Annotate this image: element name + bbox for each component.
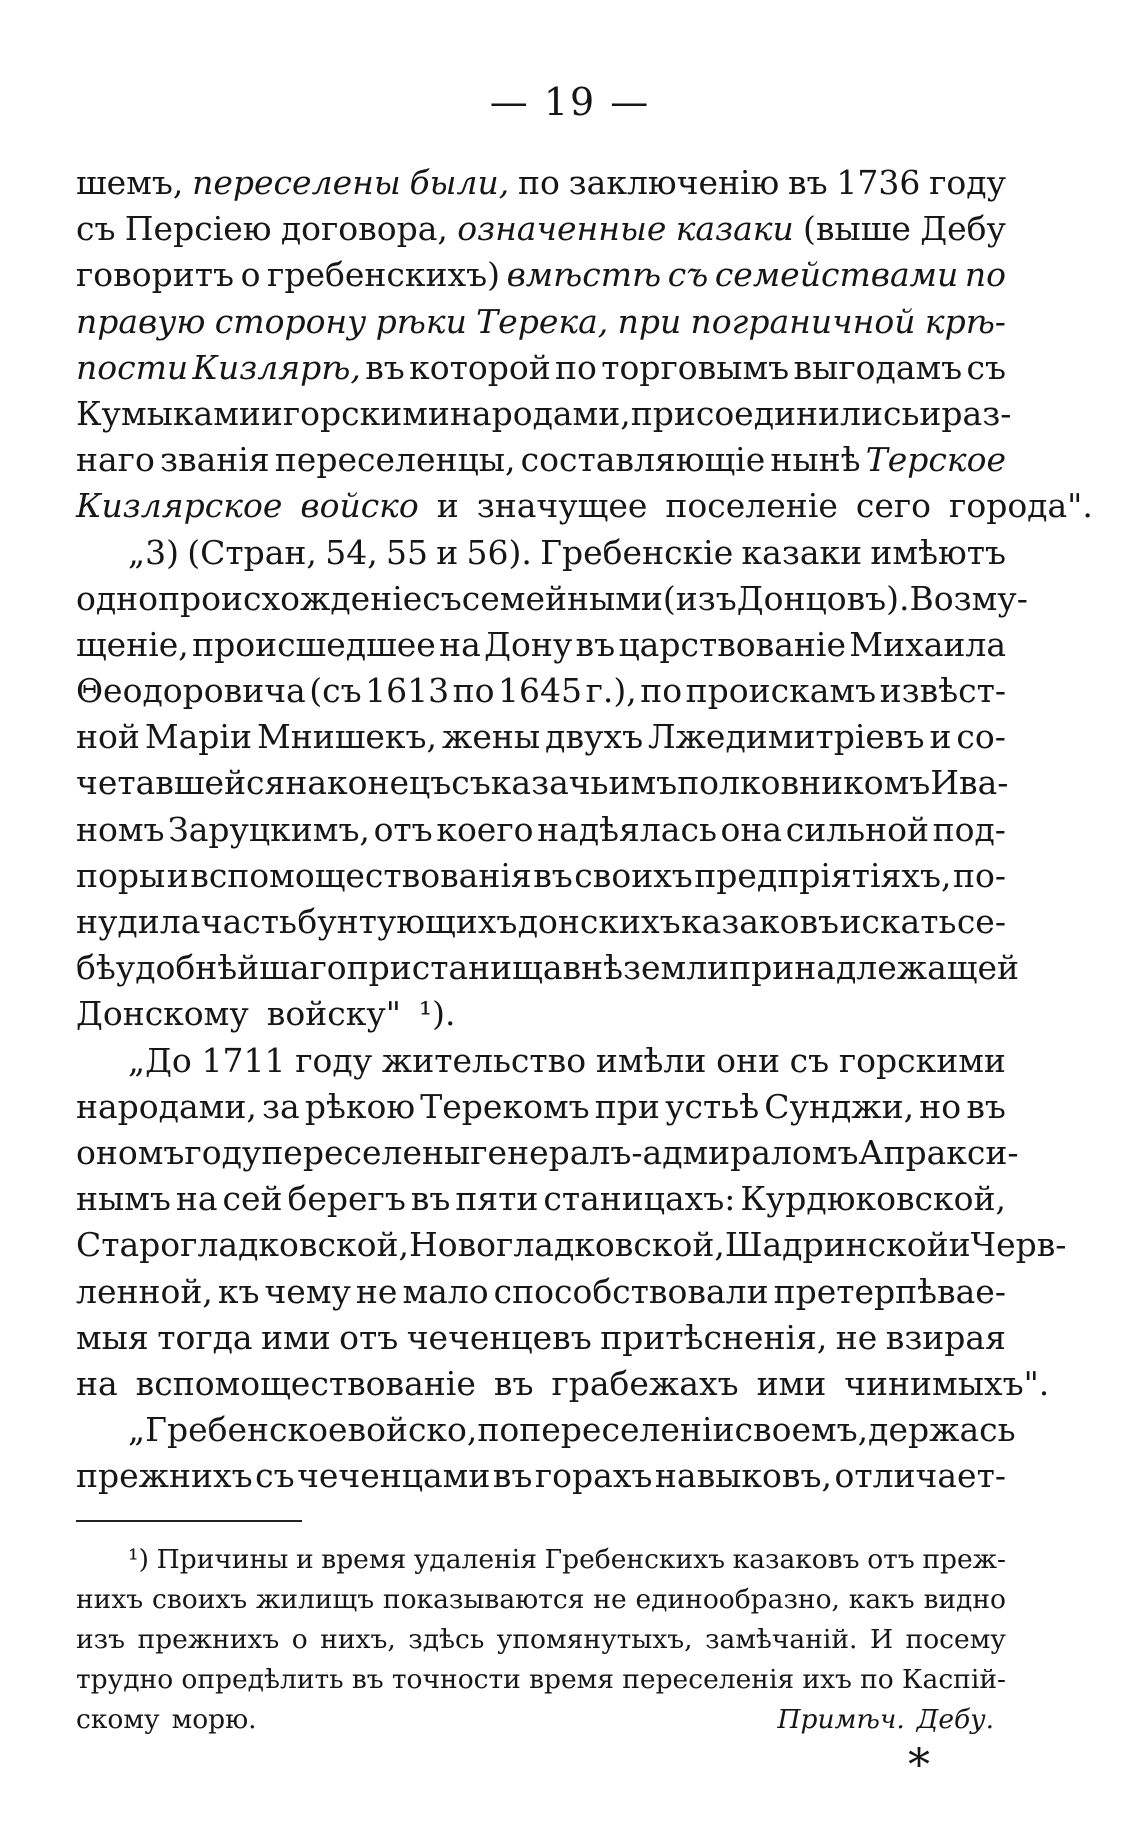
body-word: въ [493, 1363, 534, 1403]
body-word: искать [839, 902, 957, 941]
body-word: под- [932, 809, 1006, 849]
body-word: переселены [261, 1132, 471, 1172]
body-word: (съ [309, 671, 362, 711]
footnote-word: и [295, 1544, 314, 1575]
footnote-word: жилищъ [256, 1584, 375, 1615]
body-word: гребенскихъ) [267, 255, 500, 295]
body-word: по- [952, 855, 1006, 895]
body-word: одно [76, 578, 159, 618]
body-line [76, 622, 1006, 668]
body-word: были, [409, 163, 510, 202]
footnote-word: посему [905, 1624, 1006, 1655]
body-word: которой [409, 347, 551, 387]
body-word: ими [756, 1363, 827, 1403]
body-word: къ [217, 1271, 260, 1311]
body-word: Сунджи, [764, 1086, 915, 1126]
footnote-word: удаленія [413, 1544, 537, 1575]
footnote-word: Гребенскихъ [544, 1544, 725, 1575]
body-word: наго [76, 440, 155, 480]
body-word: принадлежащей [729, 948, 1020, 988]
body-word: войску" [266, 994, 401, 1034]
footnote-word: Причины [156, 1544, 289, 1575]
body-word: происхожденіе [158, 578, 423, 618]
body-word: горскими [282, 393, 450, 433]
body-word: удобнѣйшаго [115, 948, 347, 988]
body-word: своемъ, [734, 1410, 869, 1450]
body-word: переселены [192, 163, 401, 202]
body-word: бѣ [76, 948, 116, 988]
body-word: и [166, 855, 189, 895]
page-number: — 19 — [489, 80, 651, 124]
body-word: предпріятіяхъ, [694, 855, 952, 895]
footnote-word: единообразно, [635, 1584, 840, 1615]
body-word: въ [410, 1179, 451, 1219]
body-word: жительство [381, 1040, 587, 1080]
body-word: „Гребенское [128, 1410, 348, 1450]
body-word: году [929, 163, 1006, 202]
body-word: грабежахъ [551, 1363, 739, 1403]
body-word: (выше [803, 209, 911, 249]
body-line [76, 576, 1028, 622]
body-word: Терекомъ [420, 1086, 590, 1126]
body-word: взирая [885, 1317, 1006, 1357]
body-line [76, 345, 1006, 391]
body-word: званія [160, 440, 270, 480]
body-word: правую [76, 301, 206, 341]
body-word: присоединились [630, 393, 920, 433]
body-word: и [919, 393, 942, 433]
body-word: притѣсненія, [600, 1317, 828, 1357]
body-word: ной [76, 717, 140, 757]
body-word: рѣки [375, 301, 467, 341]
body-word: по [964, 255, 1006, 295]
footnote-line [76, 1620, 1006, 1660]
body-word: мыя [76, 1317, 149, 1357]
body-word: проискамъ [685, 671, 877, 711]
body-word: на [439, 624, 481, 664]
body-word: 54, [325, 532, 378, 572]
body-word: казаковъ [681, 902, 840, 941]
body-line [76, 760, 1009, 806]
body-word: Гребенскіе [540, 532, 734, 572]
signature-mark: * [908, 1740, 930, 1791]
footnote-word: прежнихъ [137, 1624, 280, 1655]
body-line [76, 530, 1006, 576]
body-word: за [261, 1086, 300, 1126]
body-word: говоритъ [76, 255, 234, 295]
body-word: при [617, 301, 682, 341]
body-word: вспомоществованія [190, 855, 532, 895]
body-word: станицахъ: [543, 1179, 736, 1219]
footnote-word: трудно [76, 1664, 174, 1695]
footnote-word: нихъ, [320, 1624, 396, 1655]
body-word: не [355, 1271, 398, 1311]
footnote-word: время [529, 1664, 614, 1695]
body-word: бунтующихъ [297, 902, 518, 941]
footnote-word: переселенія [622, 1664, 795, 1695]
body-word: семейными [461, 578, 663, 618]
body-word: наконецъ [285, 763, 452, 803]
footnote-word: опредѣлить [181, 1664, 344, 1695]
footnote-line [76, 1580, 1006, 1620]
body-word: поселеніе [665, 486, 838, 526]
footnote-word: ¹) [128, 1544, 149, 1575]
body-word: казаки [675, 209, 794, 249]
body-word: часть [200, 902, 297, 941]
body-word: отличает- [834, 1456, 1006, 1496]
footnote-word: Дебу. [916, 1704, 994, 1735]
body-word: году [295, 1040, 373, 1080]
body-word: составляющіе [520, 440, 766, 480]
body-line [76, 437, 1006, 483]
footnote-word: точности [391, 1664, 521, 1695]
footnote-line [76, 1660, 1006, 1700]
footnote-word: казаковъ [732, 1544, 860, 1575]
body-word: рѣкою [304, 1086, 416, 1126]
body-word: въ [788, 163, 828, 202]
footnote-word: морю. [171, 1704, 257, 1735]
body-word: съ [789, 1040, 830, 1080]
body-word: казаки [741, 532, 863, 572]
body-word: 56). [466, 532, 532, 572]
body-word: нымъ [76, 1179, 171, 1219]
body-word: Кумыками [76, 393, 261, 433]
body-line [76, 1361, 1050, 1407]
body-word: въ [533, 855, 573, 895]
body-word: войско, [347, 1410, 478, 1450]
body-word: въ [492, 1456, 533, 1496]
body-word: тогда [157, 1317, 253, 1357]
body-word: въ [575, 624, 616, 664]
body-word: сторону [214, 301, 367, 341]
body-word: по [477, 1410, 520, 1450]
footnote-rule [76, 1520, 302, 1522]
body-line [76, 714, 1006, 760]
body-word: 55 [385, 532, 428, 572]
body-line [76, 160, 1006, 206]
body-word: Ива- [930, 763, 1009, 803]
body-word: чинимыхъ". [844, 1363, 1050, 1403]
body-word: при [594, 1086, 660, 1126]
body-word: навыковъ, [654, 1456, 832, 1496]
footnote-word: въ [351, 1664, 384, 1695]
body-word: договора, [280, 209, 448, 249]
footnote-word: видно [923, 1584, 1006, 1615]
body-word: Мнишекъ, [256, 717, 438, 757]
body-word: Старогладковской, [76, 1225, 409, 1265]
body-word: коего [436, 809, 534, 849]
body-word: заключенію [568, 163, 780, 202]
footnote-word: здѣсь [408, 1624, 485, 1655]
body-line [76, 206, 1006, 252]
body-word: на [76, 1363, 118, 1403]
body-word: переселенцы, [274, 440, 516, 480]
body-word: казачьимъ [490, 763, 678, 803]
body-word: и [436, 486, 459, 526]
footnote-word: ихъ [802, 1664, 852, 1695]
body-word: 1645 [498, 671, 583, 711]
footnote-word: изъ [76, 1624, 125, 1655]
body-word: Апракси- [858, 1132, 1019, 1172]
body-word: жены [442, 717, 541, 757]
body-word: Черв- [970, 1225, 1067, 1265]
body-word: устьѣ [665, 1086, 760, 1126]
body-word: Лжедимитріевъ [648, 717, 925, 757]
body-word: прежнихъ [76, 1456, 253, 1496]
body-word: нудила [76, 902, 201, 941]
body-word: четавшейся [76, 763, 286, 803]
body-word: по [555, 347, 597, 387]
footnote-word: показываются [382, 1584, 585, 1615]
footnote-word: по [860, 1664, 894, 1695]
body-word: она [720, 809, 783, 849]
body-line [76, 1315, 1006, 1361]
body-line [76, 1222, 1067, 1268]
body-word: сильной [785, 809, 929, 849]
body-line [76, 299, 1006, 345]
body-word: горскими [838, 1040, 1006, 1080]
body-word: сего [855, 486, 932, 526]
body-line [76, 668, 1006, 714]
body-line [76, 1038, 1006, 1084]
body-line [76, 1453, 1006, 1499]
body-word: Кизлярское [76, 486, 283, 526]
body-word: со- [956, 717, 1006, 757]
body-word: имѣютъ [870, 532, 1006, 572]
body-word: способствовали [493, 1271, 769, 1311]
body-word: пости [76, 347, 189, 387]
footnote-line [76, 1540, 1006, 1580]
body-word: съ [966, 347, 1006, 387]
body-word: съ [255, 1456, 295, 1496]
body-word: съ [422, 578, 462, 618]
body-word: донскихъ [517, 902, 681, 941]
body-word: по [452, 671, 495, 711]
body-word: народами, [449, 393, 631, 433]
footnote-word: И [869, 1624, 894, 1655]
body-line [76, 945, 1020, 991]
body-word: города". [949, 486, 1093, 526]
body-word: Терское [865, 440, 1006, 480]
footnote-line [76, 1700, 1006, 1740]
body-word: съ [667, 255, 709, 295]
footnote-word: нихъ [76, 1584, 144, 1615]
body-word: народами, [76, 1086, 257, 1126]
body-word: Михаила [849, 624, 1006, 664]
body-word: Курдюковской, [740, 1179, 1006, 1219]
body-word: пограничной [690, 301, 916, 341]
body-word: Донскому [76, 994, 249, 1034]
body-word: шемъ, [76, 163, 184, 202]
body-word: поры [76, 855, 166, 895]
body-word: о [240, 255, 261, 295]
body-word: сей [222, 1179, 283, 1219]
body-line [76, 899, 1006, 945]
body-word: двухъ [545, 717, 644, 757]
body-line [76, 483, 1093, 529]
body-word: „До [128, 1040, 192, 1080]
body-word: Донцовъ). [736, 578, 910, 618]
body-word: нынѣ [770, 440, 861, 480]
body-word: своихъ [574, 855, 693, 895]
body-word: щеніе, [76, 624, 189, 664]
body-word: происшедшее [192, 624, 436, 664]
body-word: Персіею [124, 209, 272, 249]
body-word: Возму- [909, 578, 1028, 618]
body-word: съ [451, 763, 491, 803]
body-word: ими [261, 1317, 331, 1357]
body-word: вмѣстѣ [506, 255, 662, 295]
body-word: крѣ- [924, 301, 1006, 341]
footnote-word: не [593, 1584, 627, 1615]
footnote-word: Примѣч. [777, 1704, 905, 1735]
body-word: и [260, 393, 283, 433]
footnote-word: какъ [848, 1584, 915, 1615]
footnote-word: отъ [867, 1544, 915, 1575]
body-line [76, 1407, 1016, 1453]
body-line [76, 391, 1012, 437]
body-word: раз- [941, 393, 1012, 433]
body-line [76, 1130, 1019, 1176]
body-word: ленной, [76, 1271, 213, 1311]
body-word: ономъ [76, 1132, 185, 1172]
body-word: полковникомъ [677, 763, 931, 803]
body-word: держась [868, 1410, 1016, 1450]
body-word: мало [402, 1271, 489, 1311]
body-word: отъ [339, 1317, 399, 1357]
body-word: но [919, 1086, 962, 1126]
body-word: отъ [373, 809, 433, 849]
body-word: и [929, 717, 952, 757]
body-word: номъ [76, 809, 165, 849]
body-word: горахъ [534, 1456, 653, 1496]
body-word: имѣли [595, 1040, 707, 1080]
body-word: торговымъ [601, 347, 790, 387]
body-word: на [175, 1179, 218, 1219]
body-word: чему [264, 1271, 351, 1311]
body-line [76, 853, 1006, 899]
body-word: значущее [476, 486, 648, 526]
body-word: пристанища [346, 948, 563, 988]
body-word: въ [365, 347, 405, 387]
body-line [76, 1084, 1006, 1130]
body-word: съ [76, 209, 116, 249]
body-word: царствованіе [618, 624, 846, 664]
body-word: по [640, 671, 683, 711]
body-text [76, 160, 1093, 1499]
body-word: Терека, [476, 301, 609, 341]
body-word: Заруцкимъ, [168, 809, 370, 849]
footnote-word: скому [76, 1704, 160, 1735]
body-word: чеченцевъ [406, 1317, 592, 1357]
body-word: означенные [457, 209, 667, 249]
footnote-word: время [321, 1544, 407, 1575]
body-word: пяти [455, 1179, 539, 1219]
body-word: выгодамъ [793, 347, 963, 387]
body-word: г.), [585, 671, 637, 711]
body-word: переселеніи [519, 1410, 735, 1450]
body-line [76, 1269, 1006, 1315]
footnote-word: упомянутыхъ, [496, 1624, 693, 1655]
body-word: и [436, 532, 459, 572]
body-word: Θеодоровича [76, 671, 306, 711]
body-word: Дебу [920, 209, 1006, 249]
body-word: земли [623, 948, 730, 988]
body-line [76, 807, 1006, 853]
footnote-word: о [291, 1624, 308, 1655]
body-word: внѣ [562, 948, 624, 988]
footnotes [76, 1540, 1006, 1740]
body-word: они [716, 1040, 780, 1080]
footnote-word: своихъ [151, 1584, 248, 1615]
body-line [76, 252, 1006, 298]
body-word: году [184, 1132, 262, 1172]
body-word: ¹). [418, 994, 456, 1034]
body-word: се- [956, 902, 1006, 941]
body-word: (изъ [662, 578, 737, 618]
body-word: войско [300, 486, 419, 526]
footnote-word: Каспій- [902, 1664, 1006, 1695]
body-word: 1736 [836, 163, 921, 202]
body-word: по [518, 163, 560, 202]
body-word: Маріи [144, 717, 252, 757]
body-word: не [835, 1317, 878, 1357]
body-word: Дону [484, 624, 573, 664]
body-word: берегъ [287, 1179, 406, 1219]
body-word: 1711 [201, 1040, 286, 1080]
body-word: претерпѣвае- [773, 1271, 1006, 1311]
body-word: Кизлярѣ, [192, 347, 361, 387]
footnote-word: замѣчаній. [705, 1624, 858, 1655]
body-word: извѣст- [879, 671, 1006, 711]
body-word: надѣялась [537, 809, 717, 849]
body-word: 1613 [365, 671, 450, 711]
footnote-word: преж- [922, 1544, 1006, 1575]
body-word: Новогладковской, [408, 1225, 725, 1265]
body-line [76, 991, 1006, 1037]
body-word: въ [966, 1086, 1006, 1126]
body-word: вспомоществованіе [135, 1363, 476, 1403]
body-line [76, 1176, 1006, 1222]
body-word: генералъ-адмираломъ [470, 1132, 859, 1172]
body-word: (Стран, [187, 532, 317, 572]
body-word: „3) [128, 532, 179, 572]
body-word: и [948, 1225, 971, 1265]
body-word: чеченцами [297, 1456, 491, 1496]
body-word: Шадринской [724, 1225, 949, 1265]
body-word: семействами [714, 255, 959, 295]
